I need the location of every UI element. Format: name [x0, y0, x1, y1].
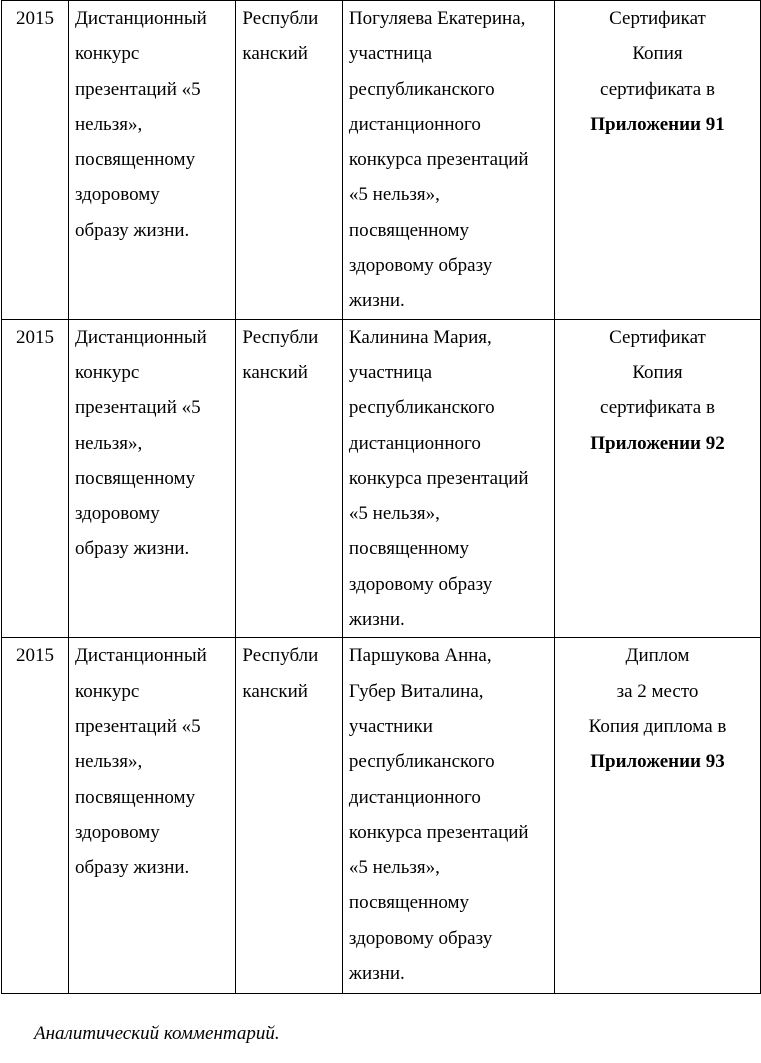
participants-cell: [342, 1, 554, 320]
level-line: Республи: [242, 326, 319, 348]
table-row: [2, 1, 761, 320]
result-line: Копия диплома в: [588, 715, 727, 737]
level-line: канский: [242, 43, 308, 65]
level-cell: [236, 638, 343, 994]
participants-cell: [342, 319, 554, 638]
participants-line: Погуляева Екатерина,: [348, 8, 526, 29]
participants-line: дистанционного: [348, 432, 481, 454]
participants-line: посвященному: [348, 892, 470, 914]
participants-line: республиканского: [348, 78, 495, 100]
result-line: сертификата в: [600, 78, 715, 100]
event-line: нельзя»,: [74, 432, 143, 454]
level-cell: [236, 1, 343, 320]
participants-line: конкурса презентаций: [348, 467, 529, 489]
participants-line: здоровому образу: [348, 255, 493, 277]
result-line: Копия: [632, 43, 683, 65]
year-text: 2015: [15, 8, 54, 29]
event-line: образу жизни.: [74, 219, 190, 241]
year-cell: [2, 1, 69, 320]
event-line: нельзя»,: [74, 751, 143, 773]
result-cell: [554, 1, 760, 320]
level-cell: [236, 319, 343, 638]
result-line: Сертификат: [609, 8, 706, 29]
level-line: канский: [242, 680, 308, 702]
event-line: Дистанционный: [74, 8, 207, 29]
event-line: нельзя»,: [74, 113, 143, 135]
event-line: конкурс: [74, 43, 140, 65]
participants-line: жизни.: [348, 290, 405, 312]
result-line: сертификата в: [600, 397, 715, 419]
participants-line: дистанционного: [348, 113, 481, 135]
result-line: Копия: [632, 361, 683, 383]
year-cell: [2, 319, 69, 638]
participants-line: жизни.: [348, 963, 405, 985]
year-text: 2015: [15, 645, 54, 667]
result-line: Сертификат: [609, 326, 706, 348]
level-line: Республи: [242, 8, 319, 29]
participants-line: «5 нельзя»,: [348, 184, 440, 206]
awards-table: [1, 0, 761, 994]
event-line: здоровому: [74, 821, 160, 843]
participants-line: «5 нельзя»,: [348, 503, 440, 525]
participants-line: участница: [348, 361, 433, 383]
participants-line: республиканского: [348, 751, 495, 773]
event-line: презентаций «5: [74, 397, 201, 419]
result-appendix: Приложении 91: [590, 113, 725, 135]
participants-line: республиканского: [348, 397, 495, 419]
participants-line: Губер Виталина,: [348, 680, 484, 702]
result-cell: [554, 638, 760, 994]
event-line: посвященному: [74, 786, 196, 808]
event-cell: [68, 319, 235, 638]
participants-line: посвященному: [348, 219, 470, 241]
participants-cell: [342, 638, 554, 994]
event-line: конкурс: [74, 680, 140, 702]
event-line: конкурс: [74, 361, 140, 383]
event-cell: [68, 638, 235, 994]
event-line: Дистанционный: [74, 645, 207, 667]
event-line: посвященному: [74, 149, 196, 171]
result-line: за 2 место: [616, 680, 699, 702]
level-line: Республи: [242, 645, 319, 667]
event-line: посвященному: [74, 467, 196, 489]
analytical-comment-heading: Аналитический комментарий.: [34, 1023, 280, 1044]
participants-line: участница: [348, 43, 433, 65]
result-cell: [554, 319, 760, 638]
participants-line: конкурса презентаций: [348, 821, 529, 843]
event-line: образу жизни.: [74, 538, 190, 560]
participants-line: Калинина Мария,: [348, 326, 492, 348]
event-line: презентаций «5: [74, 78, 201, 100]
level-line: канский: [242, 361, 308, 383]
participants-line: здоровому образу: [348, 573, 493, 595]
event-line: образу жизни.: [74, 857, 190, 879]
participants-line: участники: [348, 715, 433, 737]
event-line: презентаций «5: [74, 715, 201, 737]
participants-line: дистанционного: [348, 786, 481, 808]
year-text: 2015: [15, 326, 54, 348]
participants-line: посвященному: [348, 538, 470, 560]
participants-line: здоровому образу: [348, 927, 493, 949]
event-line: здоровому: [74, 184, 160, 206]
result-appendix: Приложении 93: [590, 751, 725, 773]
participants-line: Паршукова Анна,: [348, 645, 492, 667]
participants-line: жизни.: [348, 609, 405, 631]
result-appendix: Приложении 92: [590, 432, 725, 454]
table-row: [2, 638, 761, 994]
event-line: здоровому: [74, 503, 160, 525]
result-line: Диплом: [625, 645, 690, 667]
event-cell: [68, 1, 235, 320]
event-line: Дистанционный: [74, 326, 207, 348]
year-cell: [2, 638, 69, 994]
participants-line: «5 нельзя»,: [348, 857, 440, 879]
table-row: [2, 319, 761, 638]
participants-line: конкурса презентаций: [348, 149, 529, 171]
